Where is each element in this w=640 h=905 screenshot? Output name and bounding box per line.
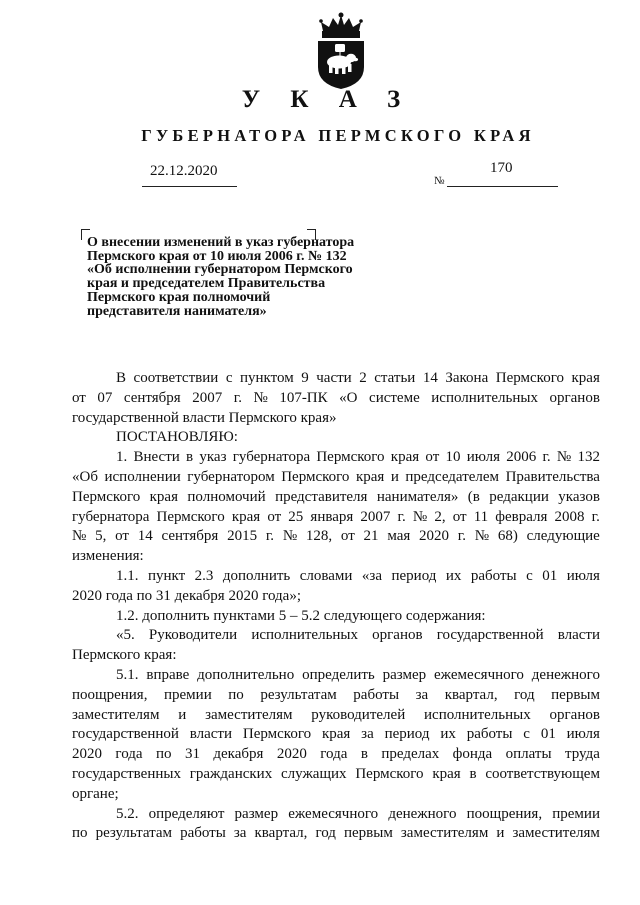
body-word: 14 (422, 370, 438, 386)
body-word: органов (549, 706, 600, 723)
body-word: государственной власти Пермского края» (72, 409, 337, 426)
body-word: председателем (405, 468, 500, 485)
body-line (72, 587, 600, 607)
body-word: работы (180, 825, 226, 842)
body-word: с (225, 370, 233, 386)
body-word: их (440, 726, 456, 743)
body-line (72, 369, 600, 389)
document-body (72, 369, 600, 844)
body-word: г. (542, 449, 551, 466)
body-word: власти (557, 627, 600, 644)
body-word: ежемесячного (288, 805, 379, 822)
body-word: с (523, 726, 530, 743)
body-word: (в (467, 488, 480, 505)
body-word: труда (564, 746, 600, 763)
body-word: с (526, 567, 533, 584)
body-word: гражданских (189, 765, 273, 782)
body-word: 2006 (506, 449, 537, 466)
body-word: результатам (260, 686, 337, 703)
body-word: указов (558, 488, 600, 505)
body-word: от (340, 528, 355, 545)
body-word: № (474, 528, 490, 545)
body-line (72, 646, 600, 666)
body-word: № (253, 389, 268, 406)
body-word: исполнительных (424, 706, 531, 723)
body-word: июля (566, 567, 600, 584)
body-word: за (361, 726, 374, 743)
body-word: квартал, (254, 825, 308, 842)
body-word: В (116, 370, 127, 386)
body-word: государственной (436, 627, 544, 644)
body-word: Пермского (281, 468, 350, 485)
body-word: сентября (123, 389, 181, 406)
body-word: заместителям (205, 706, 293, 723)
body-word: по (72, 825, 88, 842)
body-word: денежного (531, 666, 600, 683)
body-word: № (412, 508, 428, 525)
document-date: 22.12.2020 (150, 163, 218, 179)
body-word: декабря (213, 746, 264, 763)
body-word: заместителям (400, 825, 489, 842)
body-word: государственной (72, 726, 179, 743)
body-word: 25 (288, 508, 304, 525)
body-word: 2020 (276, 746, 307, 763)
date-underline (142, 186, 237, 187)
body-line (72, 745, 600, 765)
body-word: края (571, 370, 600, 386)
body-word: размер (382, 666, 427, 683)
body-word: 2015 (227, 528, 258, 545)
body-word: 07 (97, 389, 113, 406)
body-line (72, 409, 600, 429)
body-word: края (321, 726, 351, 743)
body-word: словами (299, 567, 353, 584)
body-word: и (178, 706, 187, 723)
body-word: в (469, 765, 477, 782)
title-line: Пермского края полномочий (87, 289, 271, 305)
body-word: 2020 (72, 746, 102, 763)
body-word: 2 (359, 370, 367, 386)
body-word: в (186, 449, 194, 466)
body-word: редакции (489, 488, 549, 505)
body-word: «О (339, 389, 358, 406)
title-line: края и председателем Правительства (87, 276, 326, 292)
body-word: края (149, 488, 178, 505)
body-word: 132 (577, 449, 600, 466)
body-word: их (445, 567, 462, 584)
body-word: Пермского (495, 370, 564, 386)
body-line (72, 666, 600, 686)
body-word: системе (369, 389, 420, 406)
body-word: от (267, 508, 282, 525)
body-word: поощрения, (466, 805, 543, 822)
title-line: Пермского края от 10 июля 2006 г. № 132 (87, 248, 347, 264)
body-word: результатам (95, 825, 173, 842)
body-word: губернатора (72, 508, 150, 525)
body-word: денежного (388, 805, 457, 822)
body-word: органе; (72, 785, 119, 802)
body-word: Внести (133, 449, 180, 466)
body-word: г. (457, 528, 467, 545)
body-word: июля (566, 726, 600, 743)
body-word: за (415, 686, 429, 703)
body-word: пунктом (240, 370, 294, 386)
body-line (72, 527, 600, 547)
body-word: 9 (301, 370, 309, 386)
body-word: ПОСТАНОВЛЯЮ: (116, 429, 238, 446)
body-word: работы (353, 686, 400, 703)
body-word: «Об (72, 468, 98, 485)
body-word: № (282, 528, 298, 545)
body-word: период (391, 567, 437, 584)
body-word: г. (265, 528, 275, 545)
body-word: Пермского (72, 488, 141, 505)
body-word: период (384, 726, 430, 743)
body-word: 5, (95, 528, 107, 545)
body-word: края (355, 468, 385, 485)
body-line (72, 785, 600, 805)
body-word: дополнительно (197, 666, 295, 683)
body-word: 31 (184, 746, 200, 763)
body-line (72, 607, 600, 627)
body-word: дополнить (222, 567, 291, 584)
body-word: 01 (542, 567, 558, 584)
body-word: за (233, 825, 247, 842)
body-word: 11 (473, 508, 489, 525)
body-word: года (320, 746, 348, 763)
body-word: 1. (116, 449, 128, 466)
body-word: «за (361, 567, 383, 584)
body-word: от (72, 389, 86, 406)
title-line: О внесении изменений в указ губернатора (87, 235, 355, 250)
body-word: 2.3 (194, 567, 214, 584)
title-line: «Об исполнении губернатором Пермского (87, 262, 353, 278)
crown-icon (319, 13, 363, 39)
body-word: Пермского (316, 449, 385, 466)
body-word: по (228, 686, 244, 703)
body-word: 2, (434, 508, 446, 525)
body-word: премии (552, 805, 600, 822)
body-word: 1.1. (116, 567, 139, 584)
body-word: края (390, 449, 420, 466)
body-word: первым (343, 825, 393, 842)
body-word: № (72, 528, 87, 545)
body-word: премии (163, 686, 212, 703)
body-word: февраля (495, 508, 548, 525)
body-word: 01 (540, 726, 556, 743)
body-word: части (316, 370, 352, 386)
body-word: 2008 (554, 508, 585, 525)
body-word: государственных (72, 765, 181, 782)
body-word: по (155, 746, 172, 763)
body-line (72, 488, 600, 508)
body-word: Руководители (148, 627, 238, 644)
body-word: заместителям (512, 825, 600, 842)
body-word: соответствии (133, 370, 219, 386)
body-word: Пермского (242, 726, 312, 743)
coat-of-arms-emblem (313, 12, 369, 90)
body-word: 2020 года по 31 декабря 2020 года»; (72, 587, 302, 604)
body-line (72, 824, 600, 844)
body-line (72, 725, 600, 745)
body-word: работы (470, 567, 517, 584)
body-word: нанимателя» (376, 488, 459, 505)
body-word: 21 (363, 528, 379, 545)
body-word: Пермского края: (72, 647, 177, 664)
body-word: соответствующем (485, 765, 600, 782)
body-line (72, 805, 600, 825)
body-word: края (231, 508, 261, 525)
body-word: губернатором (187, 468, 275, 485)
body-word: № (556, 449, 572, 466)
body-word: оплаты (505, 746, 552, 763)
body-word: 2007 (192, 389, 223, 406)
body-word: исполнительных (251, 627, 359, 644)
body-word: вправе (146, 666, 190, 683)
body-line (72, 567, 600, 587)
body-word: г. (591, 508, 600, 525)
body-word: поощрения, (72, 686, 148, 703)
body-word: 2007 (360, 508, 391, 525)
body-word: в (360, 746, 368, 763)
body-word: руководителей (311, 706, 406, 723)
body-word: края (432, 765, 461, 782)
body-word: 107-ПК (279, 389, 328, 406)
body-line (72, 448, 600, 468)
number-sign: № (434, 175, 445, 187)
body-word: 68) (497, 528, 518, 545)
body-word: следующие (526, 528, 600, 545)
body-word: определяют (148, 805, 225, 822)
body-word: 14 (137, 528, 153, 545)
body-word: от (115, 528, 129, 545)
body-line (72, 389, 600, 409)
body-line (72, 765, 600, 785)
body-line (72, 686, 600, 706)
body-word: 1.2. дополнить пунктами 5 – 5.2 следующего содержания: (116, 607, 486, 624)
body-word: пределах (381, 746, 440, 763)
body-line (72, 547, 600, 567)
body-word: сентября (161, 528, 219, 545)
body-word: органов (549, 389, 600, 406)
body-word: г. (233, 389, 242, 406)
body-word: квартал, (444, 686, 498, 703)
body-line (72, 468, 600, 488)
body-word: представителя (275, 488, 368, 505)
body-word: Пермского (355, 765, 424, 782)
body-word: Закона (445, 370, 489, 386)
body-word: год (514, 686, 535, 703)
body-word: июля (466, 449, 500, 466)
body-word: полномочий (187, 488, 266, 505)
body-line (72, 428, 600, 448)
body-word: размер (234, 805, 279, 822)
body-line (72, 508, 600, 528)
body-word: января (310, 508, 354, 525)
body-word: г. (397, 508, 406, 525)
body-line (72, 626, 600, 646)
document-title (87, 236, 387, 318)
number-underline (447, 186, 558, 187)
body-word: заместителям (72, 706, 160, 723)
body-word: года (115, 746, 143, 763)
body-word: фонда (452, 746, 493, 763)
body-word: 5.2. (116, 805, 139, 822)
body-word: «5. (116, 627, 135, 644)
body-word: ежемесячного (434, 666, 524, 683)
body-word: власти (189, 726, 233, 743)
body-word: мая (387, 528, 411, 545)
issuer-heading: ГУБЕРНАТОРА ПЕРМСКОГО КРАЯ (141, 126, 535, 145)
body-word: изменения: (72, 548, 144, 565)
body-word: пункт (147, 567, 186, 584)
body-word: Правительства (505, 468, 600, 485)
body-word: год (315, 825, 336, 842)
document-number: 170 (490, 160, 513, 176)
body-word: 128, (305, 528, 333, 545)
body-word: от (452, 508, 467, 525)
body-word: служащих (281, 765, 347, 782)
body-line (72, 706, 600, 726)
body-word: исполнительных (431, 389, 538, 406)
body-word: определить (302, 666, 375, 683)
body-word: статьи (374, 370, 416, 386)
body-word: первым (551, 686, 600, 703)
document-type-heading: У К А З (241, 86, 413, 113)
body-word: от (425, 449, 440, 466)
body-word: 2020 (419, 528, 450, 545)
body-word: и (390, 468, 399, 485)
body-word: губернатора (232, 449, 311, 466)
body-word: исполнении (104, 468, 181, 485)
body-word: органов (372, 627, 423, 644)
title-line: представителя нанимателя» (87, 303, 267, 319)
body-word: работы (466, 726, 513, 743)
body-word: указ (199, 449, 227, 466)
body-word: 5.1. (116, 666, 139, 683)
body-word: 10 (445, 449, 461, 466)
body-word: Пермского (156, 508, 225, 525)
body-word: и (496, 825, 505, 842)
